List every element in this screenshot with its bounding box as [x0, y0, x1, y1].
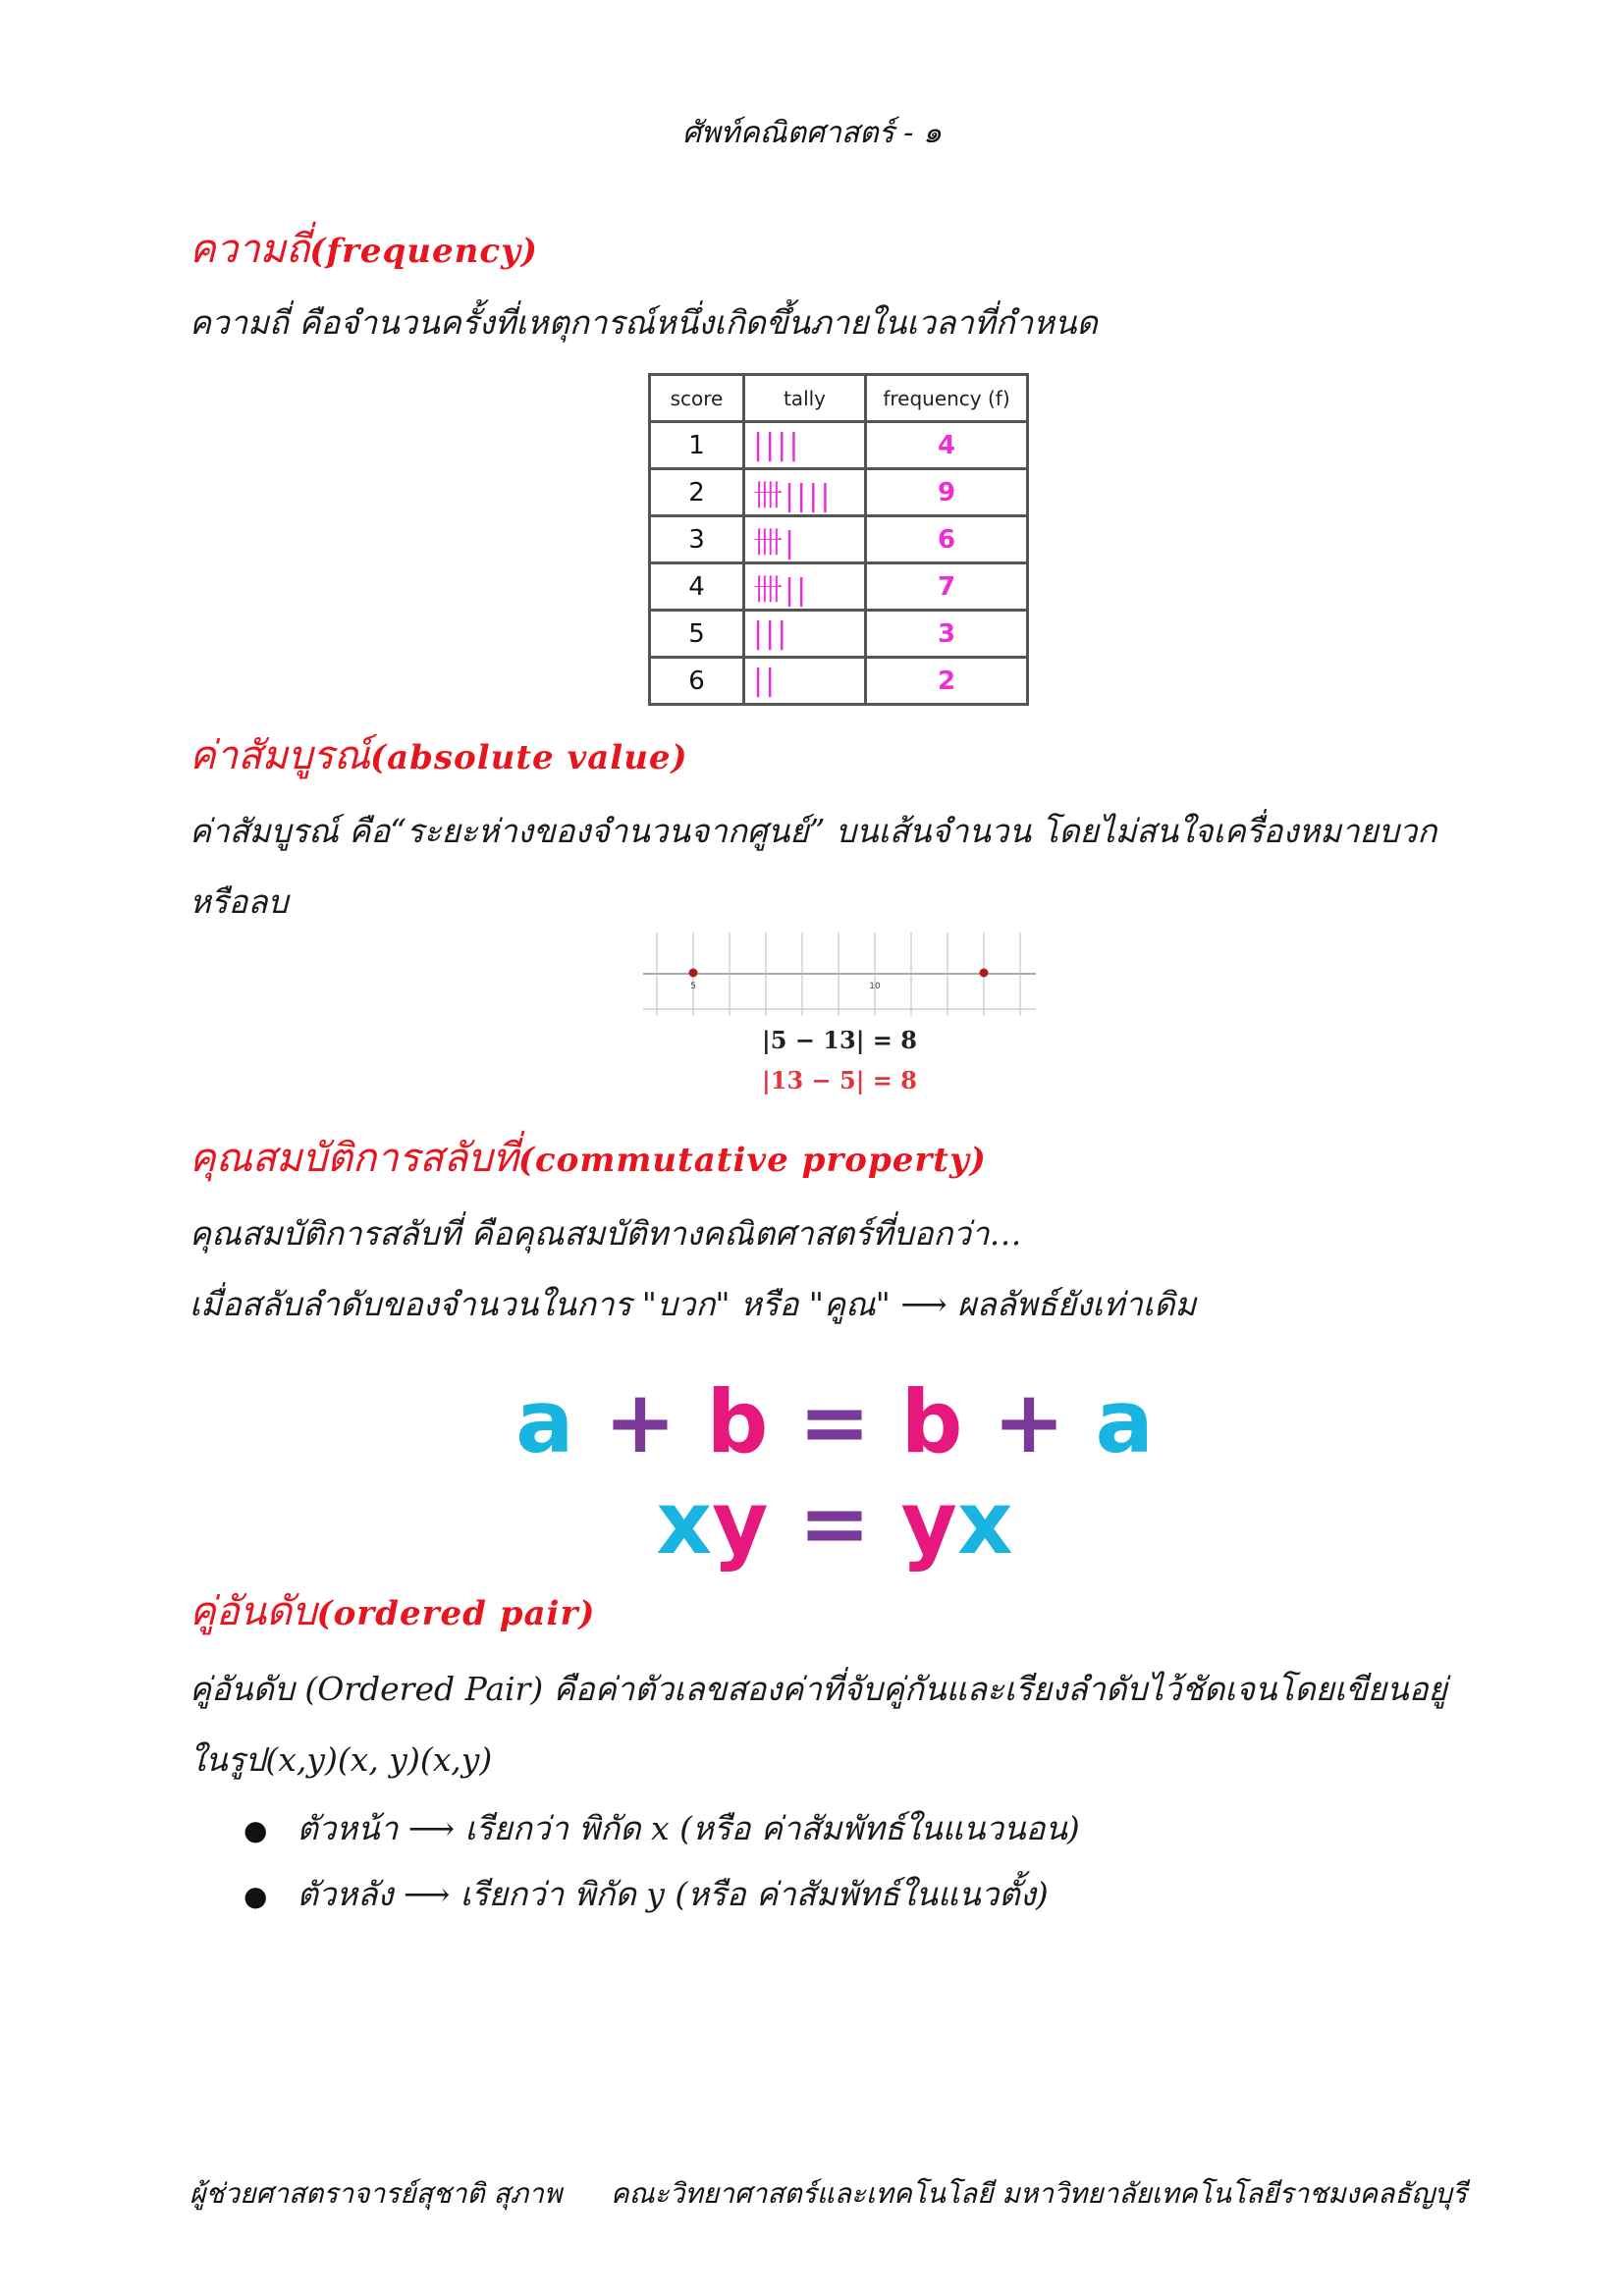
commutative-definition-line1: คุณสมบัติการสลับที่ คือคุณสมบัติทางคณิตศาสตร์ที่บอกว่า… — [189, 1214, 1022, 1253]
table-header-tally: tally — [744, 375, 866, 422]
frequency-cell: 2 — [866, 658, 1028, 705]
tally-cell: 卌|| — [744, 563, 866, 611]
ordered-pair-definition-line2: ในรูป(x,y)(x, y)(x,y) — [189, 1740, 493, 1779]
eq-a: a — [515, 1371, 574, 1472]
score-cell: 4 — [650, 563, 744, 611]
table-row — [650, 469, 1028, 516]
frequency-heading — [189, 228, 538, 271]
tally-cell: ||| — [744, 611, 866, 658]
absolute-equation-1: |5 − 13| = 8 — [762, 1026, 917, 1054]
ordered-pair-heading — [189, 1590, 595, 1633]
absolute-definition-line1: ค่าสัมบูรณ์ คือ“ระยะห่างของจำนวนจากศูนย์” บนเส้นจำนวน โดยไม่สนใจเครื่องหมายบวก — [189, 812, 1437, 850]
eq-plus: + — [993, 1371, 1065, 1472]
table-row — [650, 658, 1028, 705]
number-line — [643, 933, 1036, 1021]
tally-cell: 卌| — [744, 516, 866, 563]
table-header-frequency: frequency (f) — [866, 375, 1028, 422]
table-row — [650, 516, 1028, 563]
frequency-heading-th: ความถี่ — [189, 227, 310, 272]
score-cell: 2 — [650, 469, 744, 516]
commutative-heading-th: คุณสมบัติการสลับที่ — [189, 1136, 518, 1181]
commutative-heading-en: (commutative property) — [517, 1141, 987, 1180]
absolute-heading — [189, 734, 688, 777]
commutative-multiplication-equation — [491, 1472, 1178, 1574]
footer-institution: คณะวิทยาศาสตร์และเทคโนโลยี มหาวิทยาลัยเทคโนโลยีราชมงคลธัญบุรี — [610, 2177, 1467, 2210]
frequency-table — [648, 373, 1029, 706]
point-5 — [689, 969, 698, 978]
absolute-equation-2: |13 − 5| = 8 — [762, 1066, 917, 1095]
table-row — [650, 611, 1028, 658]
score-cell: 1 — [650, 422, 744, 469]
list-item — [244, 1808, 1080, 1848]
list-item — [244, 1874, 1080, 1914]
ordered-pair-bullet-list — [244, 1808, 1080, 1915]
tally-cell: 卌|||| — [744, 469, 866, 516]
score-cell: 6 — [650, 658, 744, 705]
frequency-cell: 4 — [866, 422, 1028, 469]
bullet-dot-icon: ● — [244, 1814, 268, 1846]
table-row — [650, 422, 1028, 469]
frequency-cell: 9 — [866, 469, 1028, 516]
absolute-definition-line2: หรือลบ — [189, 882, 289, 921]
eq-y: y — [900, 1472, 957, 1574]
table-header-score: score — [650, 375, 744, 422]
eq-plus: + — [604, 1371, 677, 1472]
absolute-heading-en: (absolute value) — [369, 738, 688, 777]
frequency-heading-en: (frequency) — [309, 232, 538, 271]
eq-b: b — [900, 1371, 963, 1472]
eq-a: a — [1095, 1371, 1154, 1472]
bullet-dot-icon: ● — [244, 1880, 268, 1913]
frequency-cell: 7 — [866, 563, 1028, 611]
footer-author: ผู้ช่วยศาสตราจารย์สุชาติ สุภาพ — [189, 2177, 563, 2210]
number-line-svg — [643, 933, 1036, 1021]
eq-equals: = — [798, 1472, 871, 1574]
commutative-definition-line2: เมื่อสลับลำดับของจำนวนในการ "บวก" หรือ "คูณ" ⟶ ผลลัพธ์ยังเท่าเดิม — [189, 1285, 1197, 1323]
tally-cell: || — [744, 658, 866, 705]
eq-y: y — [712, 1472, 769, 1574]
eq-x: x — [656, 1472, 713, 1574]
frequency-table-wrap — [648, 373, 1029, 706]
table-row — [650, 563, 1028, 611]
page-header: ศัพท์คณิตศาสตร์ - ๑ — [681, 116, 943, 150]
score-cell: 5 — [650, 611, 744, 658]
tick-label-5: 5 — [690, 982, 696, 991]
tick-label-10: 10 — [869, 982, 881, 991]
absolute-heading-th: ค่าสัมบูรณ์ — [189, 733, 370, 778]
ordered-pair-heading-en: (ordered pair) — [316, 1594, 596, 1633]
frequency-cell: 3 — [866, 611, 1028, 658]
ordered-pair-heading-th: คู่อันดับ — [189, 1589, 317, 1634]
eq-x: x — [956, 1472, 1013, 1574]
point-13 — [980, 969, 989, 978]
commutative-heading — [189, 1137, 987, 1180]
commutative-addition-equation — [491, 1371, 1178, 1472]
score-cell: 3 — [650, 516, 744, 563]
eq-equals: = — [798, 1371, 871, 1472]
frequency-cell: 6 — [866, 516, 1028, 563]
frequency-definition: ความถี่ คือจำนวนครั้งที่เหตุการณ์หนึ่งเกิดขึ้นภายในเวลาที่กำหนด — [189, 303, 1098, 342]
tally-cell: |||| — [744, 422, 866, 469]
eq-b: b — [706, 1371, 769, 1472]
bullet-text: ตัวหลัง ⟶ เรียกว่า พิกัด y (หรือ ค่าสัมพัทธ์ในแนวตั้ง) — [297, 1875, 1049, 1914]
ordered-pair-definition-line1: คู่อันดับ (Ordered Pair) คือค่าตัวเลขสองค่าที่จับคู่กันและเรียงลำดับไว้ชัดเจนโดยเขียนอยู่ — [189, 1670, 1447, 1708]
bullet-text: ตัวหน้า ⟶ เรียกว่า พิกัด x (หรือ ค่าสัมพัทธ์ในแนวนอน) — [297, 1809, 1080, 1847]
